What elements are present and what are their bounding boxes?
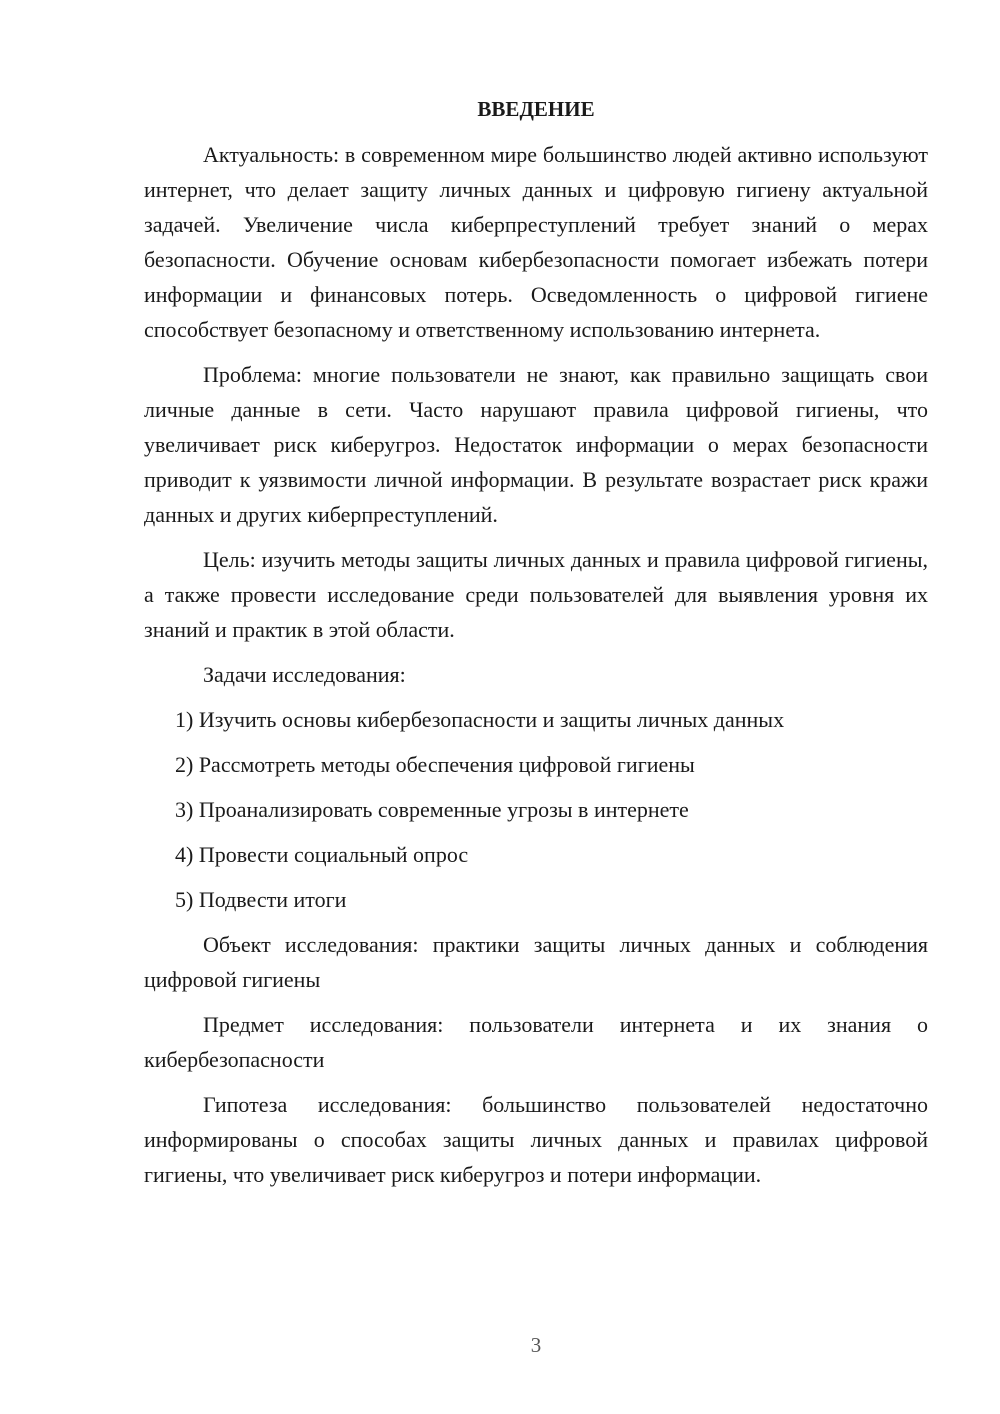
tasks-list: [144, 702, 928, 917]
paragraph-hypothesis: Гипотеза исследования: большинство пользователей недостаточно информированы о способах защиты личных данных и правилах цифровой гигиены, что увеличивает риск киберугроз и потери информации.: [144, 1092, 928, 1187]
list-item: 4) Провести социальный опрос: [175, 842, 469, 867]
paragraph-goal: Цель: изучить методы защиты личных данных и правила цифровой гигиены, а также провести исследование среди пользователей для выявления уровня их знаний и практик в этой области.: [144, 547, 928, 642]
paragraph-subject: Предмет исследования: пользователи интернета и их знания о кибербезопасности: [144, 1012, 928, 1072]
section-title: ВВЕДЕНИЕ: [477, 97, 595, 121]
page-number: 3: [530, 1333, 542, 1357]
paragraph-problem: Проблема: многие пользователи не знают, как правильно защищать свои личные данные в сети. Часто нарушают правила цифровой гигиены, что увеличивает риск киберугроз. Недостаток информации о мерах безопасности приводит к уязвимости личной информации. В результате возрастает риск кражи данных и других киберпреступлений.: [144, 362, 928, 527]
paragraph-object: Объект исследования: практики защиты личных данных и соблюдения цифровой гигиены: [144, 932, 928, 992]
list-item: 3) Проанализировать современные угрозы в интернете: [175, 797, 689, 822]
list-item: 2) Рассмотреть методы обеспечения цифровой гигиены: [175, 752, 695, 777]
paragraph-tasks-heading: Задачи исследования:: [203, 662, 406, 687]
list-item: 5) Подвести итоги: [175, 887, 347, 912]
list-item: 1) Изучить основы кибербезопасности и защиты личных данных: [175, 707, 785, 732]
document-page: [144, 92, 928, 1202]
paragraph-relevance: Актуальность: в современном мире большинство людей активно используют интернет, что делает защиту личных данных и цифровую гигиену актуальной задачей. Увеличение числа киберпреступлений требует знаний о мерах безопасности. Обучение основам кибербезопасности помогает избежать потери информации и финансовых потерь. Осведомленность о цифровой гигиене способствует безопасному и ответственному использованию интернета.: [144, 142, 928, 342]
